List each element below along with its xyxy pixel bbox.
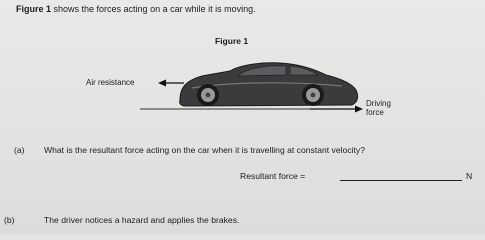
car-diagram: [80, 50, 420, 130]
driving-label-line1: Driving: [366, 99, 391, 108]
question-a-number: (a): [14, 145, 25, 155]
answer-unit: N: [466, 171, 473, 181]
question-a-text: What is the resultant force acting on the car when it is travelling at constant velocity?: [44, 145, 365, 155]
intro-text: [16, 4, 256, 14]
answer-line[interactable]: [340, 180, 462, 181]
air-resistance-label: Air resistance: [86, 78, 135, 87]
air-resistance-arrowhead: [158, 80, 166, 87]
driving-force-label: [366, 99, 391, 117]
intro-figure-ref: Figure 1: [16, 4, 52, 14]
question-b-text: The driver notices a hazard and applies the brakes.: [44, 215, 240, 225]
question-a: [14, 145, 365, 155]
intro-sentence: shows the forces acting on a car while it is moving.: [51, 4, 256, 14]
driving-force-arrowhead: [355, 106, 363, 113]
answer-label: Resultant force =: [240, 171, 306, 181]
front-wheel: [197, 84, 219, 106]
rear-wheel: [302, 84, 324, 106]
question-b-number: (b): [4, 215, 15, 225]
question-b: [4, 215, 239, 225]
figure-title: Figure 1: [215, 36, 249, 46]
driving-label-line2: force: [366, 108, 384, 117]
